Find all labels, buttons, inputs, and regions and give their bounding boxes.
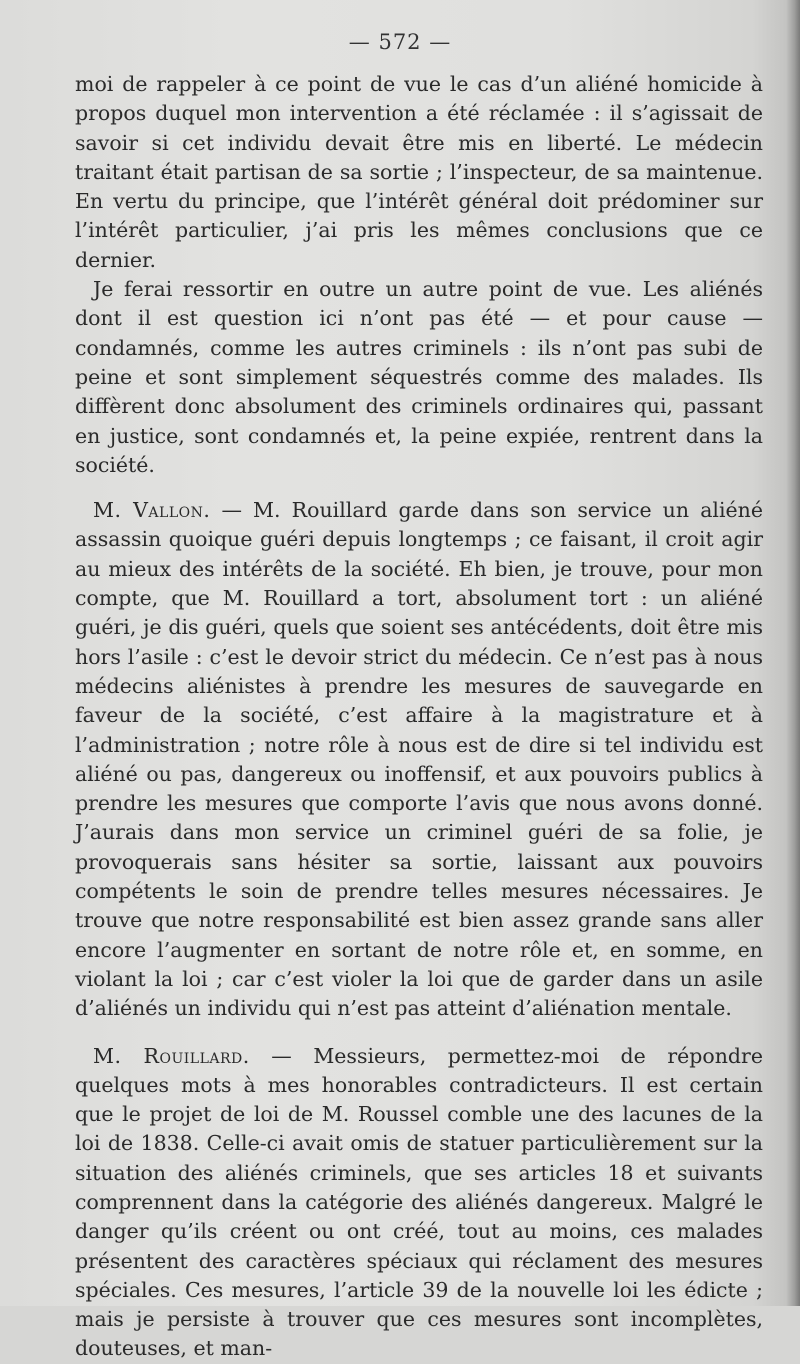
speaker-name: M. Rouillard.: [93, 1043, 250, 1068]
speaker-paragraph-rouillard: [75, 1042, 763, 1364]
speaker-paragraph-vallon: [75, 496, 763, 1023]
page-spine-shadow: [786, 0, 800, 1306]
speech-text: — M. Rouillard garde dans son service un aliéné assassin quoique guéri depuis longtemps ; ce faisant, il croit agir au mieux des intérêts de la société. Eh bien, je trouve, pour mon compte, que M. Rouillard a tort, absolument tort : un aliéné guéri, je dis guéri, quels que soient ses antécédents, doit être mis hors l’asile : c’est le devoir strict du médecin. Ce n’est pas à nous médecins aliénistes à prendre les mesures de sauvegarde en faveur de la société, c’est affaire à la magistrature et à l’administration ; notre rôle à nous est de dire si tel individu est aliéné ou pas, dangereux ou inoffensif, et aux pouvoirs publics à prendre les mesures que comporte l’avis que nous avons donné. J’aurais dans mon service un criminel guéri de sa folie, je provoquerais sans hésiter sa sortie, laissant aux pouvoirs compétents le soin de prendre telles mesures nécessaires. Je trouve que notre responsabilité est bien assez grande sans aller encore l’augmenter en sortant de notre rôle et, en somme, en violant la loi ; car c’est violer la loi que de garder dans un asile d’aliénés un individu qui n’est pas atteint d’aliénation mentale.: [75, 498, 763, 1021]
paragraph-text: Je ferai ressortir en outre un autre point de vue. Les aliénés dont il est question ici n’ont pas été — et pour cause — condamnés, comme les autres criminels : ils n’ont pas subi de peine et sont simplement séquestrés comme des malades. Ils diffèrent donc absolument des criminels ordinaires qui, passant en justice, sont condamnés et, la peine expiée, rentrent dans la société.: [75, 277, 763, 477]
page-number: — 572 —: [348, 30, 452, 54]
speaker-name: M. Vallon.: [93, 498, 211, 523]
paragraph: [75, 275, 763, 480]
speech-text: — Messieurs, permettez-moi de répondre quelques mots à mes honorables contradicteurs. Il est certain que le projet de loi de M. Roussel comble une des lacunes de la loi de 1838. Celle-ci avait omis de statuer particulièrement sur la situation des aliénés criminels, que ses articles 18 et suivants comprennent dans la catégorie des aliénés dangereux. Malgré le danger qu’ils créent ou ont créé, tout au moins, ces malades présentent des caractères spéciaux qui réclament des mesures spéciales. Ces mesures, l’article 39 de la nouvelle loi les édicte ; mais je persiste à trouver que ces mesures sont incomplètes, douteuses, et man-: [75, 1043, 763, 1361]
body-text: [75, 70, 763, 1364]
paragraph-continuation: moi de rappeler à ce point de vue le cas d’un aliéné homicide à propos duquel mon intervention a été réclamée : il s’agissait de savoir si cet individu devait être mis en liberté. Le médecin traitant était partisan de sa sortie ; l’inspecteur, de sa maintenue. En vertu du principe, que l’intérêt général doit prédominer sur l’intérêt particulier, j’ai pris les mêmes conclusions que ce dernier.: [75, 72, 763, 272]
